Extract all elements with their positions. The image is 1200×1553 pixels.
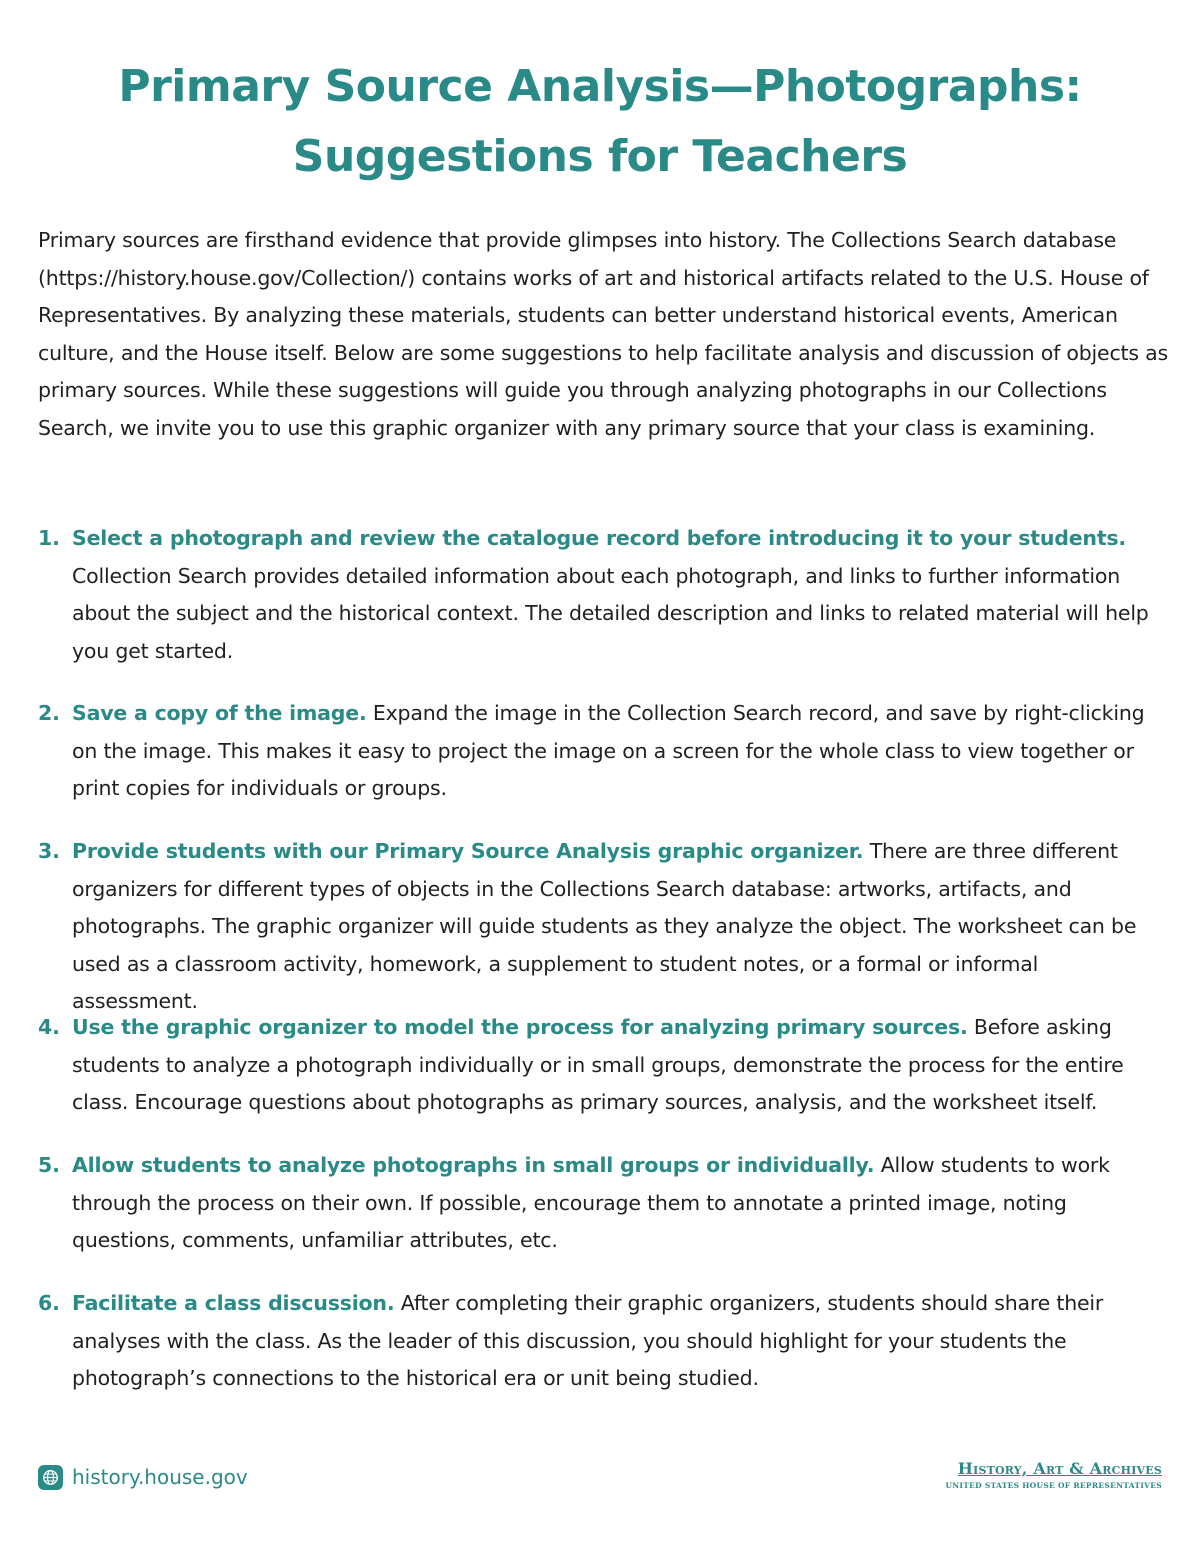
step-text: After completing their graphic organizers, students should share their analyses with the class. As the leader of this discussion, you should highlight for your students the photograph’s connections to the historical era or unit being studied. — [72, 1291, 1104, 1390]
step-lead: Provide students with our Primary Source Analysis graphic organizer. — [72, 839, 864, 863]
title-line-2: Suggestions for Teachers — [292, 131, 908, 182]
footer-website-link[interactable] — [38, 1462, 248, 1492]
globe-icon — [38, 1465, 63, 1490]
list-item-2 — [38, 695, 1168, 808]
step-lead: Save a copy of the image. — [72, 701, 367, 725]
step-number: 4. — [38, 1015, 60, 1039]
list-item-3 — [38, 833, 1168, 1021]
intro-paragraph: Primary sources are firsthand evidence that provide glimpses into history. The Collections Search database (https://history.house.gov/Collection/) contains works of art and historical artifacts related to the U.S. House of Representatives. By analyzing these materials, students can better understand historical events, American culture, and the House itself. Below are some suggestions to help facilitate analysis and discussion of objects as primary sources. While these suggestions will guide you through analyzing photographs in our Collections Search, we invite you to use this graphic organizer with any primary source that your class is examining. — [38, 228, 1169, 440]
history-art-archives-logo — [945, 1458, 1162, 1492]
step-text: There are three different organizers for different types of objects in the Collections Search database: artworks, artifacts, and photographs. The graphic organizer will guide students as they analyze the object. The worksheet can be used as a classroom activity, homework, a supplement to student notes, or a formal or informal assessment. — [72, 839, 1137, 1013]
step-lead: Facilitate a class discussion. — [72, 1291, 395, 1315]
step-lead: Use the graphic organizer to model the process for analyzing primary sources. — [72, 1015, 968, 1039]
step-text: Before asking students to analyze a photograph individually or in small groups, demonstrate the process for the entire class. Encourage questions about photographs as primary sources, analysis, and the worksheet itself. — [72, 1015, 1124, 1114]
page-title — [0, 52, 1200, 192]
list-item-5 — [38, 1147, 1168, 1260]
title-line-1: Primary Source Analysis—Photographs: — [118, 61, 1082, 112]
brand-subtitle: UNITED STATES HOUSE OF REPRESENTATIVES — [945, 1481, 1162, 1490]
list-item-4 — [38, 1009, 1168, 1122]
list-item-6 — [38, 1285, 1168, 1398]
step-lead: Allow students to analyze photographs in small groups or individually. — [72, 1153, 875, 1177]
step-number: 1. — [38, 526, 60, 550]
step-number: 3. — [38, 839, 60, 863]
step-text: Expand the image in the Collection Search record, and save by right-clicking on the image. This makes it easy to project the image on a screen for the whole class to view together or print copies for individuals or groups. — [72, 701, 1145, 800]
list-item-1 — [38, 520, 1168, 670]
step-text: Allow students to work through the process on their own. If possible, encourage them to annotate a printed image, noting questions, comments, unfamiliar attributes, etc. — [72, 1153, 1110, 1252]
step-text: Collection Search provides detailed information about each photograph, and links to further information about the subject and the historical context. The detailed description and links to related material will help you get started. — [72, 563, 1149, 663]
step-lead: Select a photograph and review the catalogue record before introducing it to your students. — [72, 526, 1127, 550]
step-number: 2. — [38, 701, 60, 725]
step-number: 5. — [38, 1153, 60, 1177]
brand-name: History, Art & Archives — [957, 1459, 1162, 1478]
footer-url[interactable]: history.house.gov — [72, 1465, 248, 1489]
step-number: 6. — [38, 1291, 60, 1315]
